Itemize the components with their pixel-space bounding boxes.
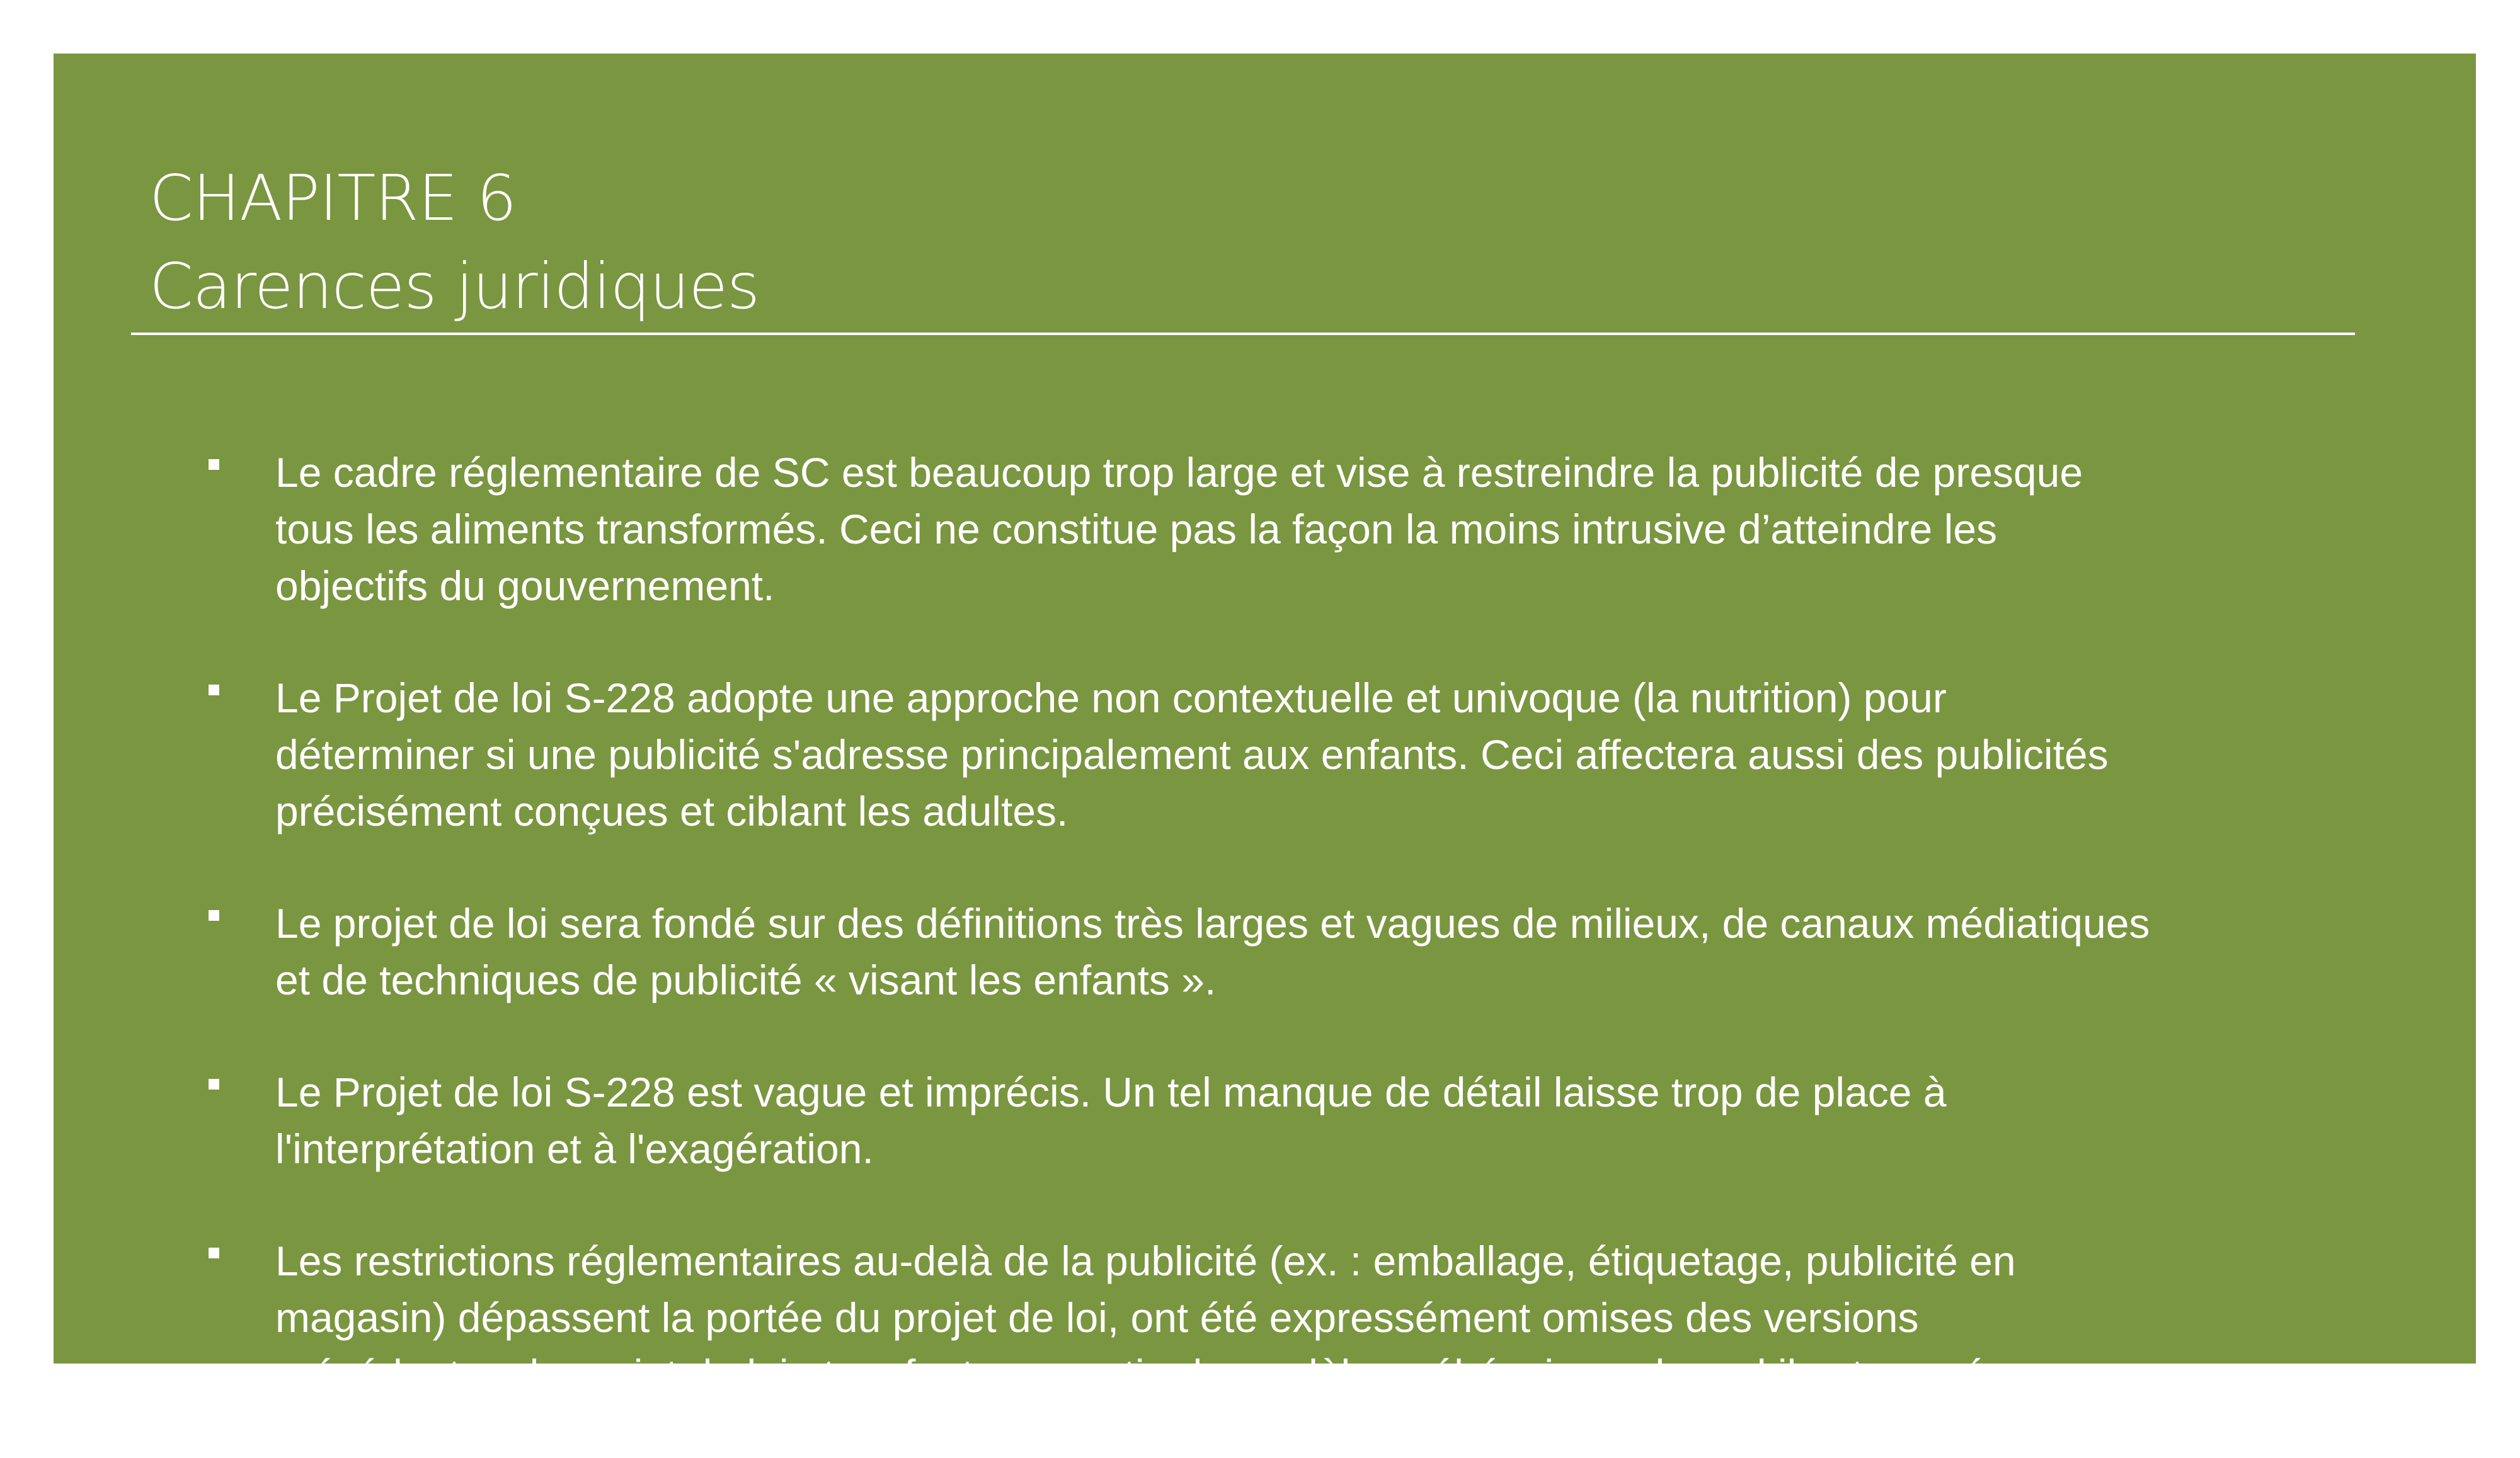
bullet-list [205, 444, 2429, 1458]
square-bullet-icon [209, 910, 219, 921]
list-item [205, 895, 2429, 1008]
list-item [205, 444, 2429, 614]
list-item [205, 1233, 2429, 1403]
square-bullet-icon [209, 459, 219, 470]
square-bullet-icon [209, 1248, 219, 1258]
square-bullet-icon [209, 1079, 219, 1090]
bullet-text: Le Projet de loi S-228 est vague et imprécis. Un tel manque de détail laisse trop de place à l'interprétation et à l'exagération. [275, 1069, 1947, 1172]
chapter-title: Carences juridiques [149, 249, 760, 323]
chapter-label: CHAPITRE 6 [149, 161, 517, 235]
bullet-text: Le cadre réglementaire de SC est beaucoup trop large et vise à restreindre la publicité de presque tous les aliments transformés. Ceci ne constitue pas la façon la moins intrusive d’atteindre les objectifs du gouvernement. [275, 449, 2083, 609]
slide [54, 54, 2476, 1398]
bullet-text: Les restrictions réglementaires au-delà de la publicité (ex. : emballage, étiquetage, publicité en magasin) dépassent la portée du projet de loi, ont été expressément omises des versions précédentes du projet de loi et ne font pas partie du modèle québécois sur lequel il est censé se [275, 1238, 2042, 1398]
list-item [205, 669, 2429, 840]
square-bullet-icon [209, 685, 219, 695]
list-item [205, 1064, 2429, 1177]
title-divider [131, 333, 2355, 335]
slide-title [149, 154, 759, 331]
bullet-text: Le Projet de loi S-228 adopte une approche non contextuelle et univoque (la nutrition) pour déterminer si une publicité s'adresse principalement aux enfants. Ceci affectera aussi des publicités précisément conçues et ciblant les adultes. [275, 675, 2109, 834]
bullet-text: Le projet de loi sera fondé sur des définitions très larges et vagues de milieux, de canaux médiatiques et de techniques de publicité « visant les enfants ». [275, 900, 2150, 1003]
